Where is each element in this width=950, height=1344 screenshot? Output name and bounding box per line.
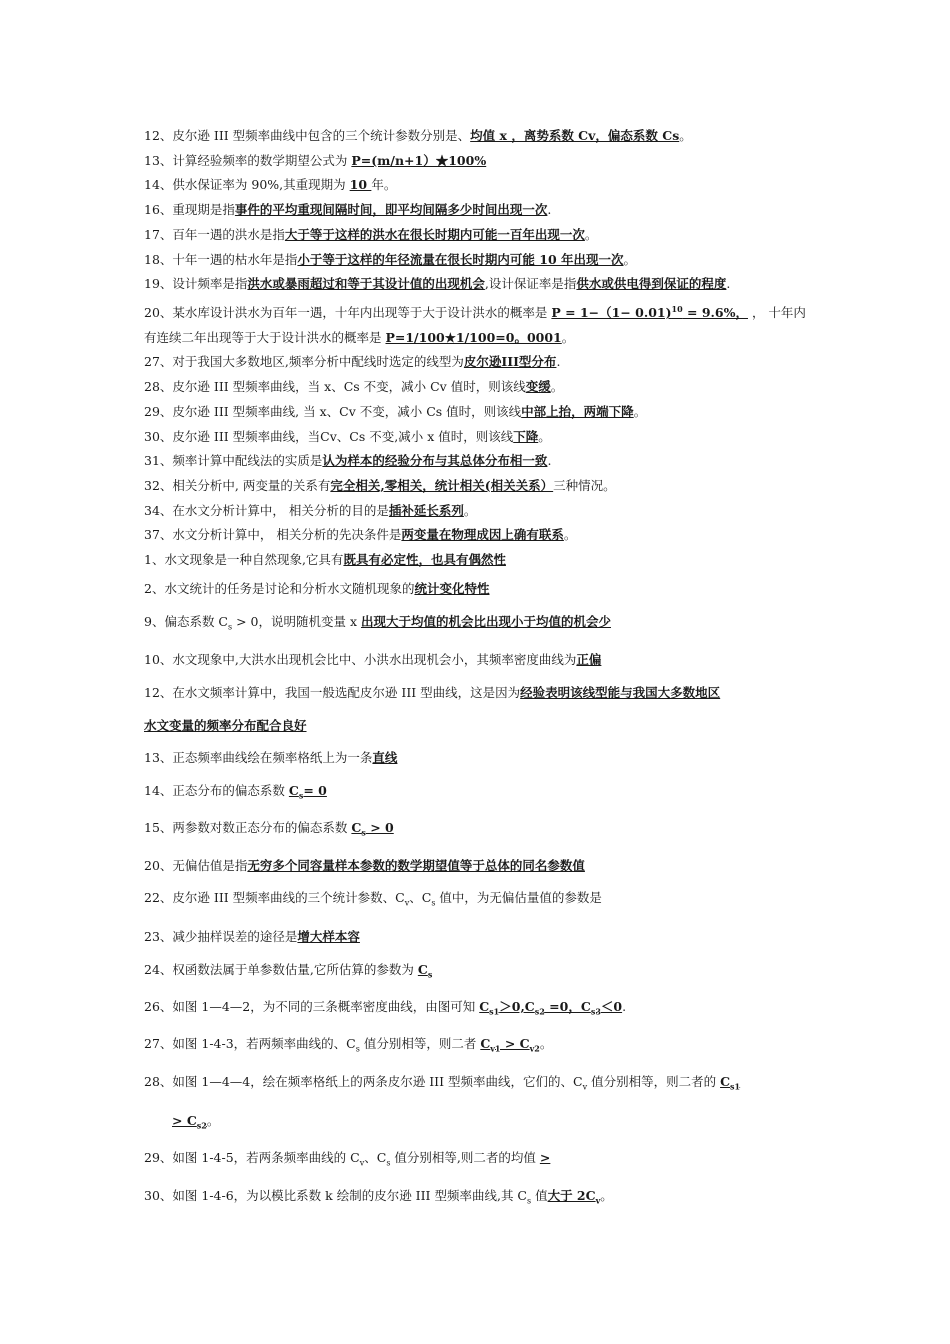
item-answer: 均值 x ，离势系数 Cv，偏态系数 Cs [470, 128, 680, 143]
item-text: 22、皮尔逊 III 型频率曲线的三个统计参数、C [144, 890, 405, 906]
item-suffix: 。 [206, 1112, 220, 1128]
list-item [144, 173, 812, 198]
item-answer: 插补延长系列 [388, 502, 464, 518]
formula-text: =0，C [544, 998, 591, 1014]
list-item [144, 954, 812, 991]
item-text: 1、水文现象是一种自然现象,它具有 [144, 552, 344, 568]
formula-text: C [288, 783, 299, 799]
document-content [144, 124, 812, 1219]
subscript: s1 [730, 1081, 741, 1092]
item-text: 、C [409, 890, 432, 906]
item-answer [551, 305, 748, 320]
item-text: 24、权函数法属于单参数估量,它所估算的参数为 [144, 961, 418, 977]
list-item [144, 812, 812, 849]
list-item [144, 499, 812, 524]
item-answer: 出现大于均值的机会比出现小于均值的机会少 [360, 613, 611, 629]
item-text: 26、如图 1—4—2，为不同的三条概率密度曲线，由图可知 [144, 998, 480, 1014]
list-item [144, 425, 812, 450]
item-answer: > [539, 1150, 551, 1166]
list-item [144, 149, 812, 174]
item-text: 23、减少抽样误差的途径是 [144, 928, 298, 944]
item-text: 15、两参数对数正态分布的偏态系数 [144, 820, 352, 836]
item-text: 20、无偏估值是指 [144, 857, 248, 873]
item-text: 31、频率计算中配线法的实质是 [144, 453, 323, 469]
subscript: v [595, 1195, 601, 1206]
subscript: s [228, 622, 233, 632]
item-answer [480, 1036, 540, 1054]
item-answer: P=1/100★1/100=0。0001 [385, 329, 562, 345]
item-suffix: 。 [584, 226, 598, 242]
item-suffix: 。 [550, 379, 564, 395]
item-suffix: 。 [679, 128, 692, 143]
subscript: s3 [590, 1006, 601, 1017]
item-text: 17、百年一遇的洪水是指 [144, 226, 285, 242]
item-answer [417, 961, 433, 980]
list-item [144, 644, 812, 677]
item-answer [351, 820, 394, 838]
item-suffix: . [547, 202, 552, 218]
item-suffix: 。 [633, 403, 647, 419]
item-answer: 经验表明该线型能与我国大多数地区 [520, 684, 721, 700]
item-text: 37、水文分析计算中， 相关分析的先决条件是 [144, 527, 402, 543]
item-text: 值分别相等，则二者 [359, 1036, 481, 1052]
item-text: 12、在水文频率计算中，我国一般选配皮尔逊 III 型曲线，这是因为 [144, 684, 521, 700]
list-item [144, 523, 812, 548]
item-text: 27、对于我国大多数地区,频率分析中配线时选定的线型为 [144, 354, 464, 370]
item-answer: 供水或供电得到保证的程度 [576, 276, 727, 292]
item-answer: 既具有必定性，也具有偶然性 [343, 552, 506, 568]
item-suffix: 。 [561, 329, 575, 345]
formula-text: C [720, 1074, 731, 1090]
item-suffix: 。 [538, 428, 551, 444]
item-text: > 0，说明随机变量 x [232, 613, 361, 629]
subscript: s [431, 898, 436, 908]
item-answer: 10 [349, 177, 372, 193]
item-answer: 统计变化特性 [414, 580, 490, 596]
list-item [144, 350, 812, 375]
list-item [144, 297, 812, 351]
item-answer: 认为样本的经验分布与其总体分布相一致 [322, 453, 548, 469]
item-suffix: 。 [623, 251, 637, 267]
item-answer [720, 1074, 741, 1092]
list-item [144, 850, 812, 883]
list-item [144, 606, 812, 644]
item-text: 34、在水文分析计算中， 相关分析的目的是 [144, 502, 389, 518]
item-answer: 直线 [372, 750, 398, 766]
list-item [144, 710, 812, 743]
item-answer: 下降 [513, 428, 539, 444]
list-item [144, 573, 812, 606]
item-answer: 水文变量的频率分布配合良好 [144, 717, 307, 733]
list-item [144, 775, 812, 812]
list-item [144, 921, 812, 954]
subscript: s [386, 1158, 391, 1168]
item-text: 2、水文统计的任务是讨论和分析水文随机现象的 [144, 580, 415, 596]
list-item [144, 223, 812, 248]
item-text: 18、十年一遇的枯水年是指 [144, 251, 298, 267]
item-text: 9、偏态系数 C [144, 613, 228, 629]
formula-text: ＜0 [600, 998, 623, 1014]
item-answer: 洪水或暴雨超过和等于其设计值的出现机会 [247, 276, 485, 292]
item-suffix: 。 [600, 1188, 613, 1204]
subscript: s [427, 969, 433, 980]
list-item [144, 474, 812, 499]
item-suffix: 。 [539, 1036, 553, 1052]
item-answer: 皮尔逊III型分布 [463, 354, 557, 370]
list-item [144, 742, 812, 775]
item-text: 19、设计频率是指 [144, 276, 248, 292]
subscript: s [298, 790, 304, 801]
item-text: 、C [364, 1150, 387, 1166]
item-answer: 大于等于这样的洪水在很长时期内可能一百年出现一次 [284, 226, 585, 242]
item-suffix: 。 [563, 527, 577, 543]
item-answer: 变缓 [525, 379, 551, 395]
formula-text: C [351, 820, 362, 836]
subscript: v [582, 1082, 588, 1092]
item-text: 12、皮尔逊 III 型频率曲线中包含的三个统计参数分别是、 [144, 128, 471, 143]
item-answer: 事件的平均重现间隔时间，即平均间隔多少时间出现一次 [234, 202, 548, 218]
item-suffix: . [726, 276, 731, 292]
item-text: 值 [531, 1188, 548, 1204]
item-answer: 小于等于这样的年径流量在很长时期内可能 10 年出现一次 [297, 251, 624, 267]
subscript: s1 [489, 1006, 500, 1017]
list-item [144, 1066, 812, 1104]
item-text: 16、重现期是指 [144, 202, 235, 218]
item-text: 值分别相等，则二者的 [587, 1074, 721, 1090]
list-item [144, 400, 812, 425]
question-list-2 [144, 573, 812, 1219]
item-answer: 增大样本容 [297, 928, 360, 944]
question-list-1 [144, 124, 812, 573]
item-text: 27、如图 1-4-3，若两频率曲线的、C [144, 1036, 356, 1052]
item-answer [288, 783, 327, 801]
list-item [144, 198, 812, 223]
list-item [144, 124, 812, 149]
item-text: 值分别相等,则二者的均值 [390, 1150, 540, 1166]
item-text: 30、皮尔逊 III 型频率曲线，当Cv、Cs 不变,减小 x 值时，则该线 [144, 428, 514, 444]
subscript: s [355, 1044, 360, 1054]
item-text: 29、如图 1-4-5，若两条频率曲线的 C [144, 1150, 360, 1166]
item-text: ,设计保证率是指 [484, 276, 577, 292]
item-text: 30、如图 1-4-6，为以模比系数 k 绘制的皮尔逊 III 型频率曲线,其 C [144, 1188, 527, 1204]
subscript: v2 [529, 1043, 540, 1054]
formula-text: C [480, 1036, 491, 1052]
item-text: 32、相关分析中, 两变量的关系有 [144, 478, 331, 493]
item-answer: P=(m/n+1）★100% [351, 152, 487, 168]
item-answer [479, 998, 623, 1017]
item-answer: 两变量在物理成因上确有联系 [401, 527, 564, 543]
subscript: s [361, 827, 366, 838]
item-text: 28、如图 1—4—4，绘在频率格纸上的两条皮尔逊 III 型频率曲线，它们的、C [144, 1074, 583, 1090]
item-suffix: . [622, 998, 627, 1014]
subscript: s [526, 1196, 532, 1206]
subscript: v [404, 898, 410, 908]
list-item [144, 548, 812, 573]
list-item [144, 248, 812, 273]
item-answer: 完全相关,零相关，统计相关(相关关系） [330, 478, 554, 493]
list-item [144, 1105, 812, 1142]
list-item [144, 375, 812, 400]
item-answer: 无穷多个同容量样本参数的数学期望值等于总体的同名参数值 [247, 857, 585, 873]
item-suffix: 。 [463, 502, 477, 518]
list-item [144, 677, 812, 710]
item-answer [172, 1112, 207, 1131]
subscript: s2 [534, 1006, 545, 1017]
item-text: 值中，为无偏估量值的参数是 [435, 890, 602, 906]
formula-text: 大于 2C [547, 1188, 596, 1204]
subscript: v [359, 1158, 365, 1168]
list-item [144, 882, 812, 920]
subscript: v1 [490, 1043, 501, 1054]
formula-text: P = 1−（1− 0.01) [551, 305, 672, 321]
formula-exponent: 10 [671, 303, 683, 314]
formula-text: > C [500, 1036, 530, 1052]
item-text: 29、皮尔逊 III 型频率曲线, 当 x、Cv 不变，减小 Cs 值时，则该线 [144, 403, 522, 419]
list-item [144, 1180, 812, 1218]
list-item [144, 1028, 812, 1066]
list-item [144, 272, 812, 297]
item-text: 13、计算经验频率的数学期望公式为 [144, 152, 352, 168]
item-text: 28、皮尔逊 III 型频率曲线，当 x、Cs 不变，减小 Cv 值时，则该线 [144, 379, 526, 395]
item-text: ， 十年内有连续二年出现等于大于设计洪水的概率是 [144, 305, 806, 345]
formula-text: = 9.6%， [682, 305, 748, 321]
item-text: 14、供水保证率为 90%,其重现期为 [144, 177, 350, 193]
formula-text: > 0 [365, 820, 394, 836]
formula-text: ＞0,C [499, 998, 535, 1014]
item-answer: 正偏 [576, 651, 602, 667]
formula-text: = 0 [303, 783, 327, 799]
item-text: 13、正态频率曲线绘在频率格纸上为一条 [144, 750, 373, 766]
list-item [144, 991, 812, 1028]
item-text: 10、水文现象中,大洪水出现机会比中、小洪水出现机会小，其频率密度曲线为 [144, 651, 577, 667]
formula-text: C [417, 961, 428, 977]
item-answer [547, 1188, 601, 1206]
item-suffix: 年。 [371, 177, 397, 193]
formula-text: C [479, 998, 490, 1014]
list-item [144, 449, 812, 474]
item-text: 14、正态分布的偏态系数 [144, 783, 289, 799]
formula-text: > C [172, 1112, 197, 1128]
item-suffix: . [556, 354, 561, 370]
subscript: s2 [196, 1120, 207, 1131]
item-text: 20、某水库设计洪水为百年一遇，十年内出现等于大于设计洪水的概率是 [144, 305, 552, 321]
item-suffix: 三种情况。 [553, 478, 616, 493]
item-answer: 中部上抬，两端下降 [521, 403, 634, 419]
list-item [144, 1142, 812, 1180]
item-suffix: . [547, 453, 552, 469]
